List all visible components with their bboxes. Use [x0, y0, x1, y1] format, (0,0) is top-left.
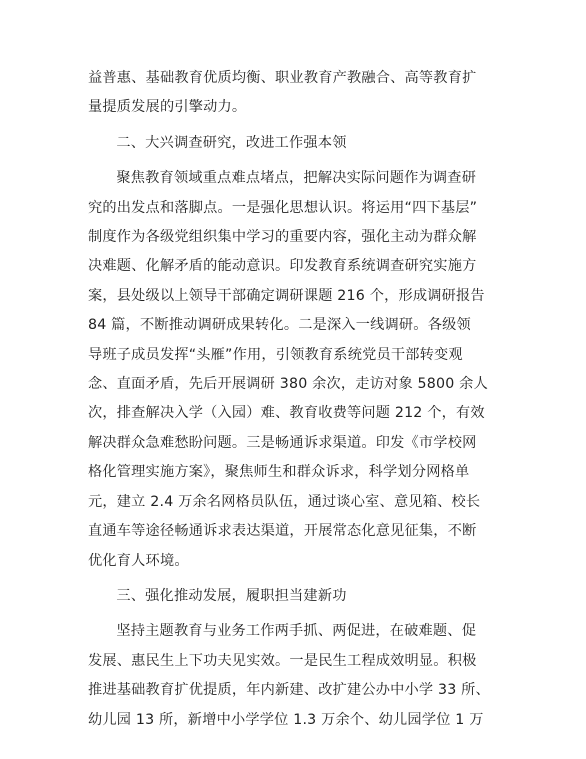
section-heading-3 — [88, 582, 514, 611]
text-line: 直通车等途径畅通诉求表达渠道，开展常态化意见征集，不断 — [88, 523, 477, 540]
text-line: 量提质发展的引擎动力。 — [88, 99, 247, 116]
text-line: 究的出发点和落脚点。一是强化思想认识。将运用“四下基层” — [88, 199, 478, 216]
text-line: 优化育人环境。 — [88, 552, 189, 569]
heading-text: 二、大兴调查研究，改进工作强本领 — [116, 134, 347, 151]
text-line: 念、直面矛盾，先后开展调研 380 余次，走访对象 5800 余人 — [88, 376, 488, 393]
paragraph-research — [88, 164, 514, 576]
text-line: 益普惠、基础教育优质均衡、职业教育产教融合、高等教育扩 — [88, 70, 477, 86]
text-line: 案，县处级以上领导干部确定调研课题 216 个，形成调研报告 — [88, 287, 485, 304]
text-line: 解决群众急难愁盼问题。三是畅通诉求渠道。印发《市学校网 — [88, 434, 477, 451]
paragraph-development — [88, 617, 514, 735]
text-line: 推进基础教育扩优提质，年内新建、改扩建公办中小学 33 所、 — [88, 682, 490, 699]
text-line: 聚焦教育领域重点难点堵点，把解决实际问题作为调查研 — [116, 170, 477, 187]
text-line: 决难题、化解矛盾的能动意识。印发教育系统调查研究实施方 — [88, 258, 477, 275]
text-line: 发展、惠民生上下功夫见实效。一是民生工程成效明显。积极 — [88, 652, 477, 669]
text-line: 元，建立 2.4 万余名网格员队伍，通过谈心室、意见箱、校长 — [88, 493, 481, 510]
text-line: 坚持主题教育与业务工作两手抓、两促进，在破难题、促 — [116, 623, 477, 640]
paragraph-continuation — [88, 64, 514, 123]
text-line: 导班子成员发挥“头雁”作用，引领教育系统党员干部转变观 — [88, 346, 463, 363]
text-line: 次，排查解决入学（入园）难、教育收费等问题 212 个，有效 — [88, 405, 485, 422]
heading-text: 三、强化推动发展，履职担当建新功 — [116, 587, 347, 604]
document-body — [88, 64, 514, 735]
section-heading-2 — [88, 129, 514, 158]
text-line: 制度作为各级党组织集中学习的重要内容，强化主动为群众解 — [88, 229, 477, 246]
text-line: 格化管理实施方案》，聚焦师生和群众诉求，科学划分网格单 — [88, 464, 470, 481]
text-line: 幼儿园 13 所，新增中小学学位 1.3 万余个、幼儿园学位 1 万 — [88, 711, 484, 728]
text-line: 84 篇，不断推动调研成果转化。二是深入一线调研。各级领 — [88, 317, 471, 334]
